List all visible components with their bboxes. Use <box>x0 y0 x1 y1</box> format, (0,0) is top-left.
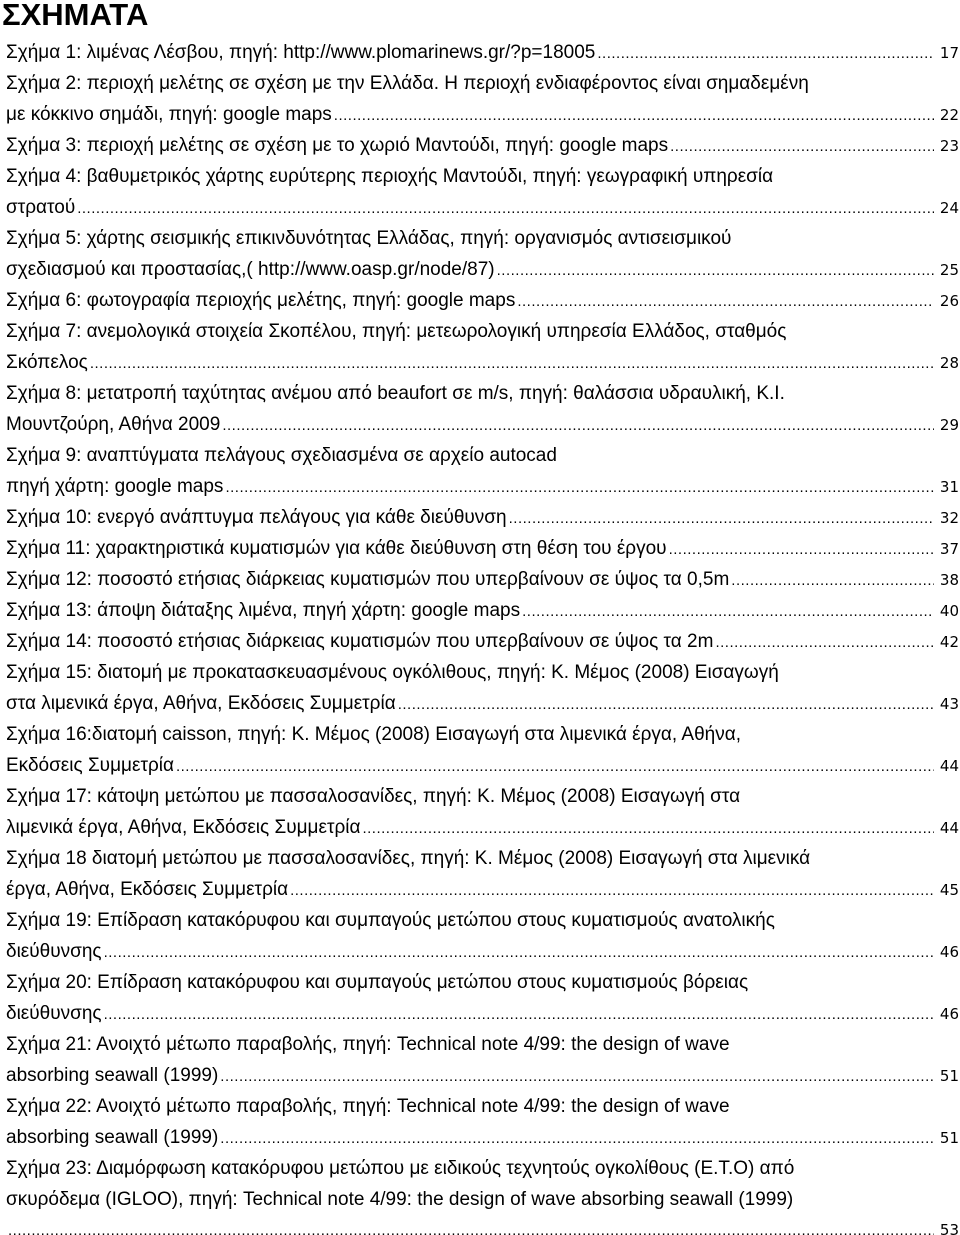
toc-entry[interactable] <box>6 1029 959 1091</box>
dot-leader <box>176 751 934 782</box>
entry-text-line: σκυρόδεμα (IGLOO), πηγή: Technical note 4/99: the design of wave absorbing seawall (1999) <box>6 1189 794 1210</box>
toc-entry[interactable] <box>6 1153 959 1235</box>
page-number: 24 <box>939 199 959 217</box>
page-number: 22 <box>939 106 959 124</box>
entry-last-line <box>6 564 959 595</box>
entry-text-line: διεύθυνσης <box>6 941 102 962</box>
page-number: 51 <box>939 1129 959 1147</box>
dot-leader <box>225 472 934 503</box>
dot-leader <box>398 689 934 720</box>
toc-entry[interactable] <box>6 533 959 564</box>
page-number: 44 <box>939 819 959 837</box>
entry-text-line: Σχήμα 2: περιοχή μελέτης σε σχέση με την Ελλάδα. Η περιοχή ενδιαφέροντος είναι σημαδεμένη <box>6 73 809 94</box>
toc-entry[interactable] <box>6 967 959 1029</box>
dot-leader <box>77 193 934 224</box>
entry-last-line <box>6 347 959 378</box>
page-number: 46 <box>939 1005 959 1023</box>
entry-text-line: Σχήμα 16:διατομή caisson, πηγή: Κ. Μέμος (2008) Εισαγωγή στα λιμενικά έργα, Αθήνα, <box>6 724 741 745</box>
dot-leader <box>220 1061 934 1092</box>
toc-entry[interactable] <box>6 130 959 161</box>
entry-last-line <box>6 409 959 440</box>
dot-leader <box>669 534 934 565</box>
entry-last-line <box>6 1215 959 1235</box>
dot-leader <box>290 875 934 906</box>
page-number: 29 <box>939 416 959 434</box>
entry-last-line <box>6 192 959 223</box>
entry-text-line: Σχήμα 18 διατομή μετώπου με πασσαλοσανίδες, πηγή: Κ. Μέμος (2008) Εισαγωγή στα λιμενικά <box>6 848 811 869</box>
dot-leader <box>517 286 934 317</box>
entry-last-line <box>6 812 959 843</box>
page-number: 38 <box>939 571 959 589</box>
entry-text-line: πηγή χάρτη: google maps <box>6 476 224 497</box>
dot-leader <box>509 503 934 534</box>
page-number: 23 <box>939 137 959 155</box>
dot-leader <box>8 1215 934 1235</box>
toc-entry[interactable] <box>6 905 959 967</box>
dot-leader <box>522 596 934 627</box>
entry-last-line <box>6 471 959 502</box>
entry-text-line: Σχήμα 20: Επίδραση κατακόρυφου και συμπαγούς μετώπου στους κυματισμούς βόρειας <box>6 972 749 993</box>
entry-last-line <box>6 37 959 68</box>
toc-entry[interactable] <box>6 843 959 905</box>
dot-leader <box>670 131 934 162</box>
entry-last-line <box>6 998 959 1029</box>
toc-entry[interactable] <box>6 37 959 68</box>
page-number: 32 <box>939 509 959 527</box>
toc-entry[interactable] <box>6 595 959 626</box>
toc-entry[interactable] <box>6 626 959 657</box>
entry-text-line: Σχήμα 14: ποσοστό ετήσιας διάρκειας κυματισμών που υπερβαίνουν σε ύψος τα 2m <box>6 631 714 652</box>
toc-entry[interactable] <box>6 285 959 316</box>
entry-text-line: absorbing seawall (1999) <box>6 1127 219 1148</box>
entry-text-line: absorbing seawall (1999) <box>6 1065 219 1086</box>
entry-last-line <box>6 99 959 130</box>
entry-text-line: Σχήμα 15: διατομή με προκατασκευασμένους ογκόλιθους, πηγή: Κ. Μέμος (2008) Εισαγωγή <box>6 662 779 683</box>
entry-text-line: λιμενικά έργα, Αθήνα, Εκδόσεις Συμμετρία <box>6 817 361 838</box>
entry-text-line: στρατού <box>6 197 76 218</box>
entry-text-line: Σχήμα 13: άποψη διάταξης λιμένα, πηγή χάρτη: google maps <box>6 600 521 621</box>
dot-leader <box>362 813 934 844</box>
entry-last-line <box>6 502 959 533</box>
entry-last-line <box>6 595 959 626</box>
entry-text-line: με κόκκινο σημάδι, πηγή: google maps <box>6 104 332 125</box>
entry-text-line: Σχήμα 7: ανεμολογικά στοιχεία Σκοπέλου, πηγή: μετεωρολογική υπηρεσία Ελλάδος, σταθμός <box>6 321 787 342</box>
entry-text-line: Σχήμα 17: κάτοψη μετώπου με πασσαλοσανίδες, πηγή: Κ. Μέμος (2008) Εισαγωγή στα <box>6 786 741 807</box>
entry-text-line: Εκδόσεις Συμμετρία <box>6 755 174 776</box>
entry-text-line: Μουντζούρη, Αθήνα 2009 <box>6 414 221 435</box>
toc-entry[interactable] <box>6 440 959 502</box>
page-number: 43 <box>939 695 959 713</box>
entry-text-line: Σχήμα 21: Ανοιχτό μέτωπο παραβολής, πηγή: Technical note 4/99: the design of wave <box>6 1034 730 1055</box>
entry-text-line: έργα, Αθήνα, Εκδόσεις Συμμετρία <box>6 879 289 900</box>
page-number: 28 <box>939 354 959 372</box>
toc-entry[interactable] <box>6 68 959 130</box>
dot-leader <box>222 410 934 441</box>
entry-text-line: διεύθυνσης <box>6 1003 102 1024</box>
page-number: 42 <box>939 633 959 651</box>
page-number: 17 <box>939 44 959 62</box>
entry-text-line: στα λιμενικά έργα, Αθήνα, Εκδόσεις Συμμετρία <box>6 693 396 714</box>
entry-text-line: Σχήμα 23: Διαμόρφωση κατακόρυφου μετώπου με ειδικούς τεχνητούς ογκολίθους (Ε.Τ.Ο) από <box>6 1158 795 1179</box>
toc-entry[interactable] <box>6 378 959 440</box>
dot-leader <box>731 565 934 596</box>
entry-last-line <box>6 130 959 161</box>
page-number: 37 <box>939 540 959 558</box>
entry-text-line: Σχήμα 8: μετατροπή ταχύτητας ανέμου από beaufort σε m/s, πηγή: θαλάσσια υδραυλική, Κ.Ι. <box>6 383 785 404</box>
entry-last-line <box>6 936 959 967</box>
entry-text-line: Σχήμα 1: λιμένας Λέσβου, πηγή: http://www.plomarinews.gr/?p=18005 <box>6 42 596 63</box>
page-number: 45 <box>939 881 959 899</box>
dot-leader <box>104 937 934 968</box>
page-number: 40 <box>939 602 959 620</box>
page-number: 26 <box>939 292 959 310</box>
section-heading: ΣΧΗΜΑΤΑ <box>2 0 149 32</box>
entry-text-line: Σχήμα 5: χάρτης σεισμικής επικινδυνότητας Ελλάδας, πηγή: οργανισμός αντισεισμικού <box>6 228 732 249</box>
entry-last-line <box>6 688 959 719</box>
page-number: 31 <box>939 478 959 496</box>
figures-list <box>6 37 959 1235</box>
toc-entry[interactable] <box>6 564 959 595</box>
toc-entry[interactable] <box>6 502 959 533</box>
entry-last-line <box>6 874 959 905</box>
entry-text-line: Σχήμα 3: περιοχή μελέτης σε σχέση με το χωριό Μαντούδι, πηγή: google maps <box>6 135 669 156</box>
dot-leader <box>104 999 934 1030</box>
page-number: 25 <box>939 261 959 279</box>
entry-last-line <box>6 626 959 657</box>
page-number: 44 <box>939 757 959 775</box>
entry-text-line: Σκόπελος <box>6 352 88 373</box>
entry-text-line: Σχήμα 12: ποσοστό ετήσιας διάρκειας κυματισμών που υπερβαίνουν σε ύψος τα 0,5m <box>6 569 730 590</box>
dot-leader <box>220 1123 934 1154</box>
entry-text-line: Σχήμα 11: χαρακτηριστικά κυματισμών για κάθε διεύθυνση στη θέση του έργου <box>6 538 667 559</box>
entry-text-line: σχεδιασμού και προστασίας,( http://www.oasp.gr/node/87) <box>6 259 495 280</box>
toc-entry[interactable] <box>6 161 959 223</box>
toc-entry[interactable] <box>6 657 959 719</box>
entry-last-line <box>6 285 959 316</box>
entry-text-line: Σχήμα 4: βαθυμετρικός χάρτης ευρύτερης περιοχής Μαντούδι, πηγή: γεωγραφική υπηρεσία <box>6 166 774 187</box>
entry-last-line <box>6 1122 959 1153</box>
entry-text-line: Σχήμα 9: αναπτύγματα πελάγους σχεδιασμένα σε αρχείο autocad <box>6 445 557 466</box>
entry-text-line: Σχήμα 19: Επίδραση κατακόρυφου και συμπαγούς μετώπου στους κυματισμούς ανατολικής <box>6 910 775 931</box>
toc-entry[interactable] <box>6 719 959 781</box>
entry-last-line <box>6 750 959 781</box>
entry-text-line: Σχήμα 22: Ανοιχτό μέτωπο παραβολής, πηγή: Technical note 4/99: the design of wave <box>6 1096 730 1117</box>
entry-text-line: Σχήμα 6: φωτογραφία περιοχής μελέτης, πηγή: google maps <box>6 290 516 311</box>
page-number: 53 <box>939 1221 959 1235</box>
page-number: 51 <box>939 1067 959 1085</box>
entry-text-line: Σχήμα 10: ενεργό ανάπτυγμα πελάγους για κάθε διεύθυνση <box>6 507 507 528</box>
toc-entry[interactable] <box>6 316 959 378</box>
toc-entry[interactable] <box>6 1091 959 1153</box>
page-number: 46 <box>939 943 959 961</box>
entry-last-line <box>6 533 959 564</box>
toc-entry[interactable] <box>6 781 959 843</box>
dot-leader <box>597 38 934 69</box>
dot-leader <box>334 100 934 131</box>
dot-leader <box>497 255 934 286</box>
dot-leader <box>90 348 934 379</box>
toc-entry[interactable] <box>6 223 959 285</box>
dot-leader <box>715 627 934 658</box>
entry-last-line <box>6 254 959 285</box>
entry-last-line <box>6 1060 959 1091</box>
